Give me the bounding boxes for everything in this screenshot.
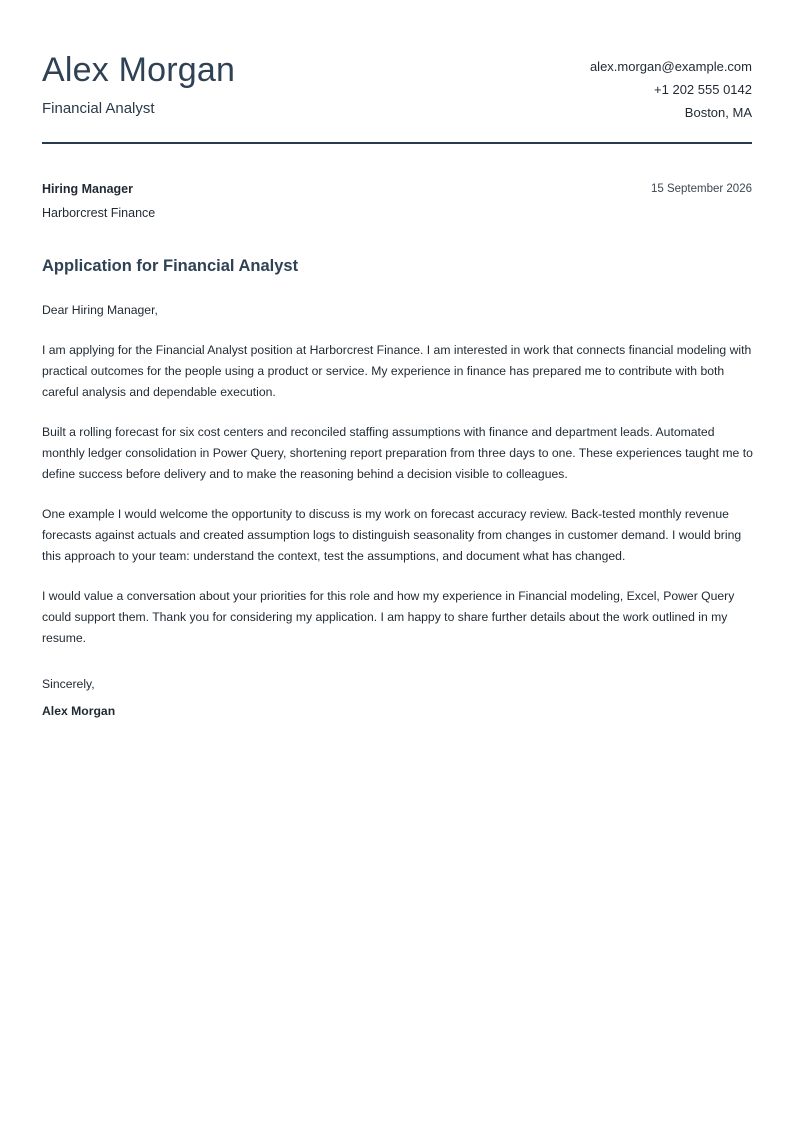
contact-location: Boston, MA [684, 105, 752, 120]
recipient-name: Hiring Manager [42, 182, 133, 196]
cover-letter-page [42, 0, 752, 1123]
salutation: Dear Hiring Manager, [42, 303, 158, 317]
contact-phone: +1 202 555 0142 [654, 82, 752, 97]
body-paragraph-3: One example I would welcome the opportunity to discuss is my work on forecast accuracy review. Back-tested monthly revenue forecasts against actuals and created assumption logs to distinguish seasonality from changes in customer demand. I would bring this approach to your team: understand the context, test the assumptions, and document what has changed. [42, 507, 742, 563]
closing-phrase: Sincerely, [42, 677, 95, 691]
contact-block [590, 55, 752, 124]
body-paragraph-1: I am applying for the Financial Analyst position at Harborcrest Finance. I am interested in work that connects financial modeling with practical outcomes for the people using a product or service. My experience in finance has prepared me to contribute with both careful analysis and dependable execution. [42, 343, 752, 399]
applicant-name: Alex Morgan [42, 51, 236, 89]
recipient-block [42, 181, 752, 221]
recipient-company: Harborcrest Finance [42, 206, 156, 220]
letter-subject: Application for Financial Analyst [42, 257, 299, 275]
applicant-role: Financial Analyst [42, 100, 155, 117]
contact-email: alex.morgan@example.com [589, 59, 752, 74]
letter-date: 15 September 2026 [650, 183, 752, 195]
body-paragraph-4: I would value a conversation about your priorities for this role and how my experience in Financial modeling, Excel, Power Query could support them. Thank you for considering my application. I am happy to share further details about the work outlined in my resume. [42, 589, 735, 645]
letter-header [42, 0, 752, 144]
body-paragraph-2: Built a rolling forecast for six cost centers and reconciled staffing assumptions with finance and department leads. Automated monthly ledger consolidation in Power Query, shortening report preparation from three days to one. These experiences taught me to define success before delivery and to make the reasoning behind a decision visible to colleagues. [42, 425, 753, 481]
signature-name: Alex Morgan [42, 704, 116, 718]
letter-body [42, 300, 754, 668]
closing-block [42, 675, 115, 720]
